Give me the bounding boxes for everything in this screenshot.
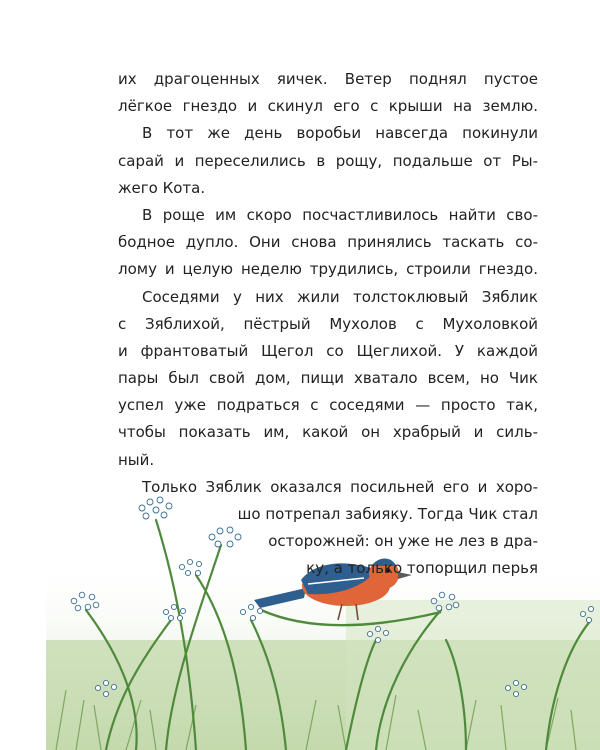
text-line: с Зяблихой, пёстрый Мухолов с Мухоловкой [118,314,538,333]
book-page [46,0,600,750]
story-text [118,66,538,583]
text-line: бодное дупло. Они снова принялись таскать со- [118,233,538,252]
text-line: и франтоватый Щегол со Щеглихой. У каждой [118,341,538,360]
text-line: шо потрепал забияку. Тогда Чик стал [237,505,538,523]
text-line: ку, а только топорщил перья [306,559,538,578]
text-line: Соседями у них жили толстоклювый Зяблик [142,287,538,306]
text-line: лёгкое гнездо и скинул его с крыши на землю. [118,97,538,116]
text-line: чтобы показать им, какой он храбрый и силь- [118,423,538,442]
text-line: В тот же день воробьи навсегда покинули [142,124,538,143]
text-line: жего Кота. [118,178,206,197]
text-line: осторожней: он уже не лез в дра- [268,532,538,551]
text-line: пары был свой дом, пищи хватало всем, но Чик [118,369,538,388]
text-line: ный. [118,450,155,469]
text-line: лому и целую неделю трудились, строили гнездо. [118,260,538,279]
text-line: их драгоценных яичек. Ветер поднял пустое [118,70,538,88]
text-line: В роще им скоро посчастливилось найти сво- [142,205,538,224]
text-line: успел уже подраться с соседями — просто так, [118,396,538,415]
text-line: Только Зяблик оказался посильней его и хоро- [142,477,538,496]
text-line: сарай и переселились в рощу, подальше от Ры- [118,151,538,170]
